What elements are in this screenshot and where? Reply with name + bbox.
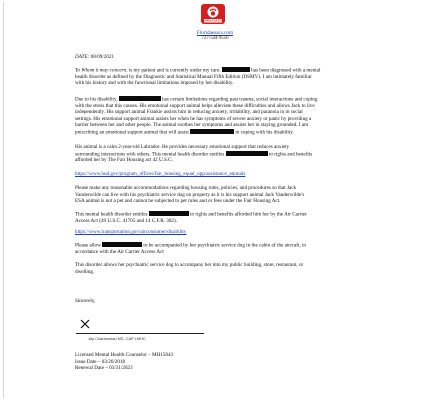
para7-line2: dwelling. [75,268,95,275]
redaction-bar [102,242,142,247]
para2-line5: barrier between her and other people. The animal soothes her symptoms and assists her in staying grounded. I am [75,122,309,128]
para4-line3: ESA animal is not a pet and cannot be subjected to pet rules and or fees under the Fair Housing Act. [75,198,281,204]
redaction-bar [119,96,161,101]
para3-line1: His animal is a calm 2-year-old Labrador. He provides necessary emotional support that reduces anxiety [75,144,290,150]
hud-link[interactable]: https://www.hud.gov/program_offices/fair_housing_equal_opp/assistance_animals [75,171,246,177]
redaction-bar [226,151,268,156]
para3-line3: afforded her by The Fair Housing act 42 U.S.C. [75,157,173,163]
closing-salutation: Sincerely, [75,298,96,304]
para1-line3: with his history and with the functional limitations imposed by her disability. [75,80,234,86]
license-line: Licensed Mental Health Counselor – MH15843 [75,352,174,358]
website-link[interactable]: Floridaesacs.com [196,30,234,36]
renewal-date-line: Renewal Date – 03/31/2023 [75,365,133,371]
phone-number: 727-544-9556 [201,36,229,41]
para2-line2: with the stress that this causes. His emotional support animal helps alleviate these difficulties and allows Jack to live [75,102,315,109]
transportation-link[interactable]: https://www.transportation.gov/airconsumer/disability [75,229,187,235]
para4-line1: Please make any reasonable accommodations regarding housing rules, policies, and procedures so that Jack [75,185,297,191]
redaction-bar [149,211,189,216]
para4-line2: Vanderwilde can live with his psychiatric service dog on property as it is his support animal Jack Vanderwilde's [75,191,305,198]
para6-line2: accordance with the Air Carrier Access Act [75,248,164,255]
para2-line3: independently. His support animal Frankie assists him in reducing anxiety, irritability, and paranoia in in social [75,109,303,115]
logo-lettering: FLORIDA ESA DOGS [200,19,226,23]
para1-line1: To Whom it may concern, is my patient and is currently under my care. has been diagnosed with a mental [75,67,321,74]
redaction-bar [190,129,234,134]
para6-line1: Please allow to be accompanied by her psychiatric service dog in the cabin of the aircraft, in [75,242,306,249]
para3-line2: surrounding interactions with others. This mental health disorder entitles to rights and benefits [75,151,313,157]
para7-line1: This disorder allows her psychiatric service dog to accompany her into my public building, store, restaurant, or [75,262,304,268]
signature-line [76,333,204,334]
para1-line2: health disorder as defined by the Diagnostic and Statistical Manual Fifth Edition (DSMV). I am intimately familiar [75,73,312,80]
para2-line1: Due to his disability, has certain limitations regarding past trauma, social interactions and coping [75,96,318,103]
para2-line6: prescribing an emotional support animal that will assist in coping with his disability. [75,129,294,135]
page-edge [3,2,4,398]
date-line: DATE: 08/09/2021 [75,54,115,60]
florida-esa-logo [196,4,230,28]
issue-date-line: Issue Date – 03/26/2018 [75,358,126,365]
signature-caption: Jay Charboneau MS, CAP LMHC [88,336,146,341]
signature-mark [80,319,90,329]
para5-line1: This mental health disorder entitles to rights and benefits afforded him her by the Air Carrier [75,211,307,218]
redaction-bar [222,67,250,72]
para2-line4: settings. His emotional support animal assists her when he has symptoms of severe anxiety or panic by providing a [75,115,312,122]
para5-line2: Access Act (49 U.S.C. 41705 and 14 C.F.R. 382). [75,217,177,224]
